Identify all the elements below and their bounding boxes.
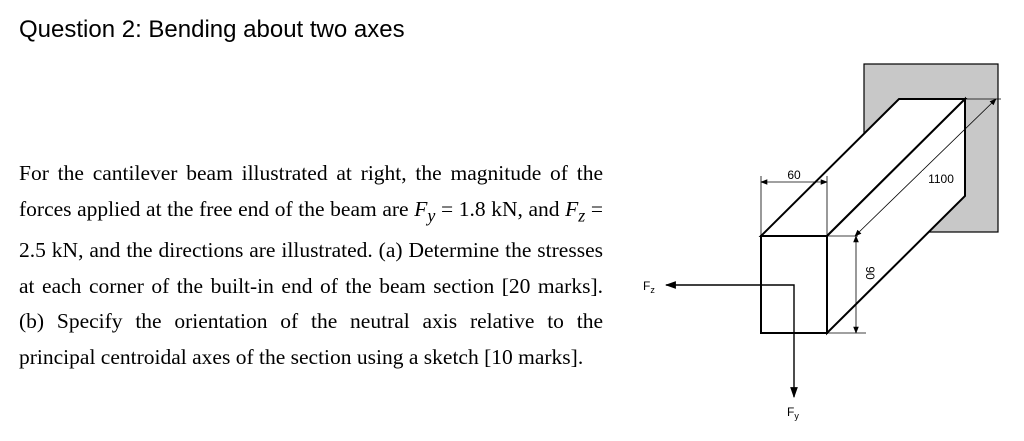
length-dimension-label: 1100 — [928, 172, 954, 186]
question-title: Question 2: Bending about two axes — [19, 16, 405, 43]
height-dimension-label: 90 — [863, 266, 877, 280]
force-z-label: $F_z$ — [643, 279, 655, 295]
force-y-symbol: F — [414, 196, 428, 221]
force-z-subscript: z — [578, 204, 586, 225]
width-dimension-label: 60 — [787, 168, 801, 182]
problem-text-2: = 1.8 kN, and — [435, 196, 566, 221]
force-z-symbol: F — [565, 196, 579, 221]
problem-text-1: For the cantilever beam illustrated at right, the magnitude of the forces applied at the free end of the beam are — [19, 161, 603, 221]
problem-text-3: = 2.5 kN, and the directions are illustrated. (a) Determine the stresses at each corner of the built-in end of the beam section [20 marks]. (b) Specify the orientation of the neutral axis relative to the principal centroidal axes of the section using a sketch [10 marks]. — [19, 196, 603, 369]
force-y-subscript: y — [427, 204, 436, 225]
force-y-arrow — [787, 333, 799, 421]
force-y-label: $F_y$ — [787, 405, 799, 421]
